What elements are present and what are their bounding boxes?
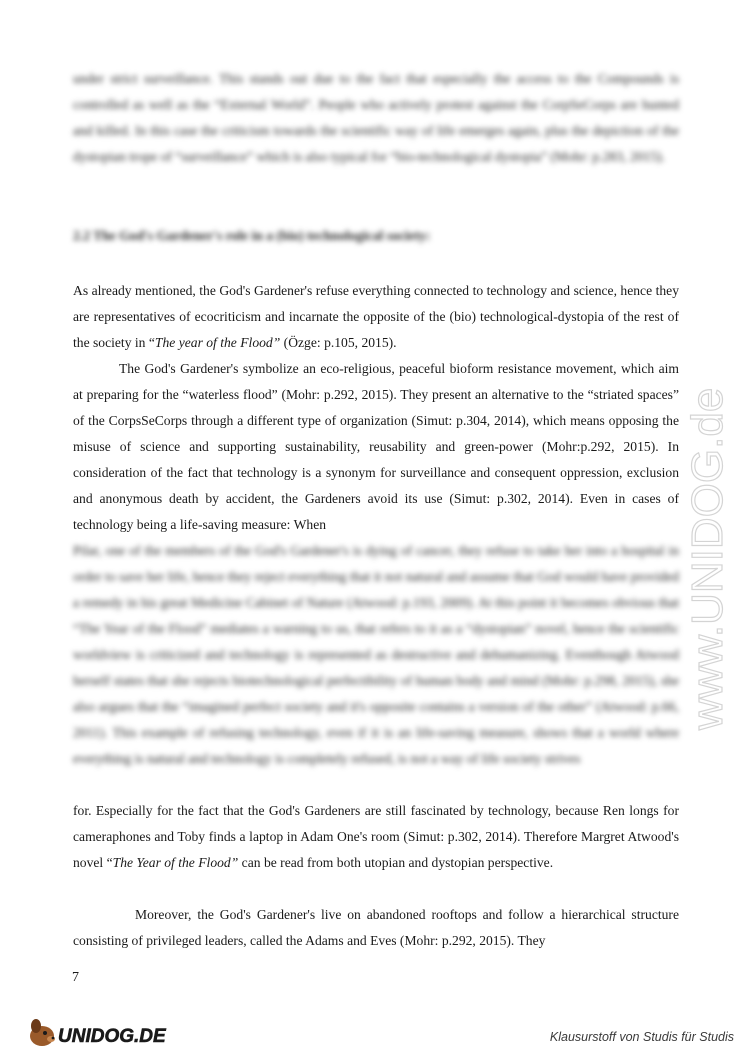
paragraph-4 [73,902,679,954]
footer-tagline: Klausurstoff von Studis für Studis [549,1030,734,1044]
blurred-paragraph-top [73,66,679,170]
logo-text: UNIDOG.DE [58,1026,166,1047]
paragraph-text: Moreover, the God's Gardener's live on abandoned rooftops and follow a hierarchical structure consisting of privileged leaders, called the Adams and Eves (Mohr: p.292, 2015). They [73,907,679,948]
paragraph-text [73,278,679,356]
logo-graphic [26,1014,176,1050]
blurred-paragraph-middle [73,538,679,772]
text-run: (Özge: p.105, 2015). [280,335,397,350]
watermark [678,290,738,750]
text-run: can be read from both utopian and dystopian perspective. [238,855,554,870]
page-number: 7 [72,970,79,985]
dog-icon [30,1019,55,1046]
paragraph-3 [73,798,679,876]
paragraph-text [73,798,679,876]
unidog-logo [26,1014,176,1050]
paragraph-1 [73,278,679,356]
book-title: The year of the Flood” [154,335,281,350]
book-title: The Year of the Flood” [112,855,239,870]
text-run: As already mentioned, the God's Gardener's refuse everything connected to technology and science, hence they are representatives of ecocriticism and incarnate the opposite of the (bio) technological-dystopia of the rest of the society in “ [73,283,679,350]
text-run: for. Especially for the fact that the God's Gardeners are still fascinated by technology, because Ren longs for cameraphones and Toby finds a laptop in Adam One's room (Simut: p.302, 2014). Therefore Margret Atwood's novel “ [73,803,679,870]
watermark-graphic [678,290,738,750]
watermark-text: www.UNIDOG.de [683,387,732,730]
blurred-text: Pilar, one of the members of the God's Gardener's is dying of cancer, they refuse to take her into a hospital in order to save her life, hence they reject everything that it not natural and assume that God would have provided a remedy in his great Medicine Cabinet of Nature (Atwood: p.193, 2009). At this point it becomes obvious that “The Year of the Flood” mediates a warning to us, that refers to it as a “dystopian” novel, hence the scientific worldview is criticized and technology is represented as destructive and dehumanizing. Eventhough Atwood herself states that she rejects biotechnological perfectibility of human body and mind (Mohr: p.298, 2015), she also argues that the “imagined perfect society and it's opposite contains a version of the other” (Atwood: p.66, 2011). This example of refusing technology, even if it is an life-saving measure, shows that a world where everything is natural and technology is completely refused, is not a way of life society strives [73,543,679,766]
paragraph-text: The God's Gardener's symbolize an eco-religious, peaceful bioform resistance movement, which aim at preparing for the “waterless flood” (Mohr: p.292, 2015). They present an alternative to the “striated spaces” of the CorpsSeCorps through a different type of organization (Simut: p.304, 2014), which means opposing the misuse of science and supporting sustainability, reusability and green-power (Mohr:p.292, 2015). In consideration of the fact that technology is a synonym for surveillance and consequent oppression, exclusion and anonymous death by accident, the Gardeners avoid its use (Simut: p.302, 2014). Even in cases of technology being a life-saving measure: When [73,361,679,532]
blurred-text: under strict surveillance. This stands out due to the fact that especially the access to the Compounds is controlled as well as the “External World”. People who actively protest against the CorpSeCorps are hunted and killed. In this case the criticism towards the scientific way of life emerges again, plus the depiction of the dystopian trope of “surveillance” which is also typical for “bio-technological dystopia” (Mohr: p.283, 2015). [73,71,679,164]
section-heading: 2.2 The God's Gardener's role in a (bio) technological society: [73,228,431,243]
paragraph-2 [73,356,679,538]
